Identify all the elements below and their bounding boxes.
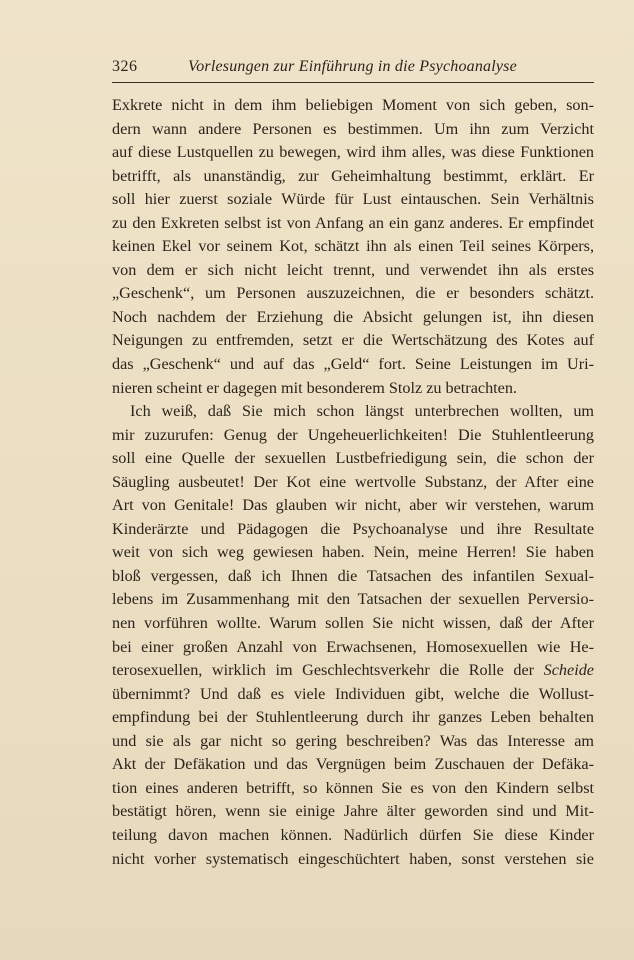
text-line: bestätigt hören, wenn sie einige Jahre älter geworden sind und Mit- <box>112 802 594 821</box>
header-rule <box>112 82 594 83</box>
text-line-start: terosexuellen, wirklich im Geschlechtsverkehr die Rolle der <box>112 661 535 680</box>
page-number: 326 <box>112 58 138 75</box>
text-line: weit von sich weg gewiesen haben. Nein, meine Herren! Sie haben <box>112 543 594 562</box>
text-line: betrifft, als unanständig, zur Geheimhaltung bestimmt, erklärt. Er <box>112 166 594 185</box>
text-line: zu den Exkreten selbst ist von Anfang an ein ganz anderes. Er empfindet <box>112 213 594 232</box>
text-line: das „Geschenk“ und auf das „Geld“ fort. Seine Leistungen im Uri- <box>112 355 594 374</box>
text-line: nen vorführen wollte. Warum sollen Sie nicht wissen, daß der After <box>112 614 594 633</box>
text-line: nicht vorher systematisch eingeschüchtert haben, sonst verstehen sie <box>112 849 594 868</box>
text-line: bei einer großen Anzahl von Erwachsenen, Homosexuellen wie He- <box>112 637 594 656</box>
text-line: auf diese Lustquellen zu bewegen, wird ihm alles, was diese Funktionen <box>112 143 594 162</box>
text-line: tion eines anderen betrifft, so können Sie es von den Kindern selbst <box>112 778 594 797</box>
body-text <box>112 94 594 871</box>
text-line: Noch nachdem der Erziehung die Absicht gelungen ist, ihn diesen <box>112 307 594 326</box>
text-line: Säugling ausbeutet! Der Kot eine wertvolle Substanz, der After eine <box>112 472 594 491</box>
text-line: empfindung bei der Stuhlentleerung durch ihr ganzes Leben behalten <box>112 708 594 727</box>
paragraph-start-line: Ich weiß, daß Sie mich schon längst unterbrechen wollten, um <box>130 402 594 421</box>
italic-word: Scheide <box>543 661 594 680</box>
text-line: lebens im Zusammenhang mit den Tatsachen der sexuellen Perversio- <box>112 590 594 609</box>
text-line: teilung davon machen können. Nadürlich dürfen Sie diese Kinder <box>112 825 594 844</box>
running-title: Vorlesungen zur Einführung in die Psychoanalyse <box>188 58 517 75</box>
text-line: übernimmt? Und daß es viele Individuen gibt, welche die Wollust- <box>112 684 594 703</box>
text-line: dern wann andere Personen es bestimmen. Um ihn zum Verzicht <box>112 119 594 138</box>
text-line: Exkrete nicht in dem ihm beliebigen Moment von sich geben, son- <box>112 96 594 114</box>
text-line: mir zuzurufen: Genug der Ungeheuerlichkeiten! Die Stuhlentleerung <box>112 425 594 444</box>
text-line: und sie als gar nicht so gering beschreiben? Was das Interesse am <box>112 731 594 750</box>
text-line: „Geschenk“, um Personen auszuzeichnen, die er besonders schätzt. <box>112 284 594 303</box>
text-line: soll hier zuerst soziale Würde für Lust eintauschen. Sein Verhältnis <box>112 190 594 209</box>
text-line-with-italic <box>112 659 594 683</box>
text-line: von dem er sich nicht leicht trennt, und verwendet ihn als erstes <box>112 260 594 279</box>
text-line: bloß vergessen, daß ich Ihnen die Tatsachen des infantilen Sexual- <box>112 566 594 585</box>
text-line: keinen Ekel vor seinem Kot, schätzt ihn als einen Teil seines Körpers, <box>112 237 594 256</box>
text-line: nieren scheint er dagegen mit besonderem Stolz zu betrachten. <box>112 378 517 397</box>
page-header <box>112 58 594 80</box>
text-line: soll eine Quelle der sexuellen Lustbefriedigung sein, die schon der <box>112 449 594 468</box>
text-line: Neigungen zu entfremden, setzt er die Wertschätzung des Kotes auf <box>112 331 594 350</box>
text-line: Akt der Defäkation und das Vergnügen beim Zuschauen der Defäka- <box>112 755 594 774</box>
text-line: Art von Genitale! Das glauben wir nicht, aber wir verstehen, warum <box>112 496 594 515</box>
text-line: Kinderärzte und Pädagogen die Psychoanalyse und ihre Resultate <box>112 519 594 538</box>
